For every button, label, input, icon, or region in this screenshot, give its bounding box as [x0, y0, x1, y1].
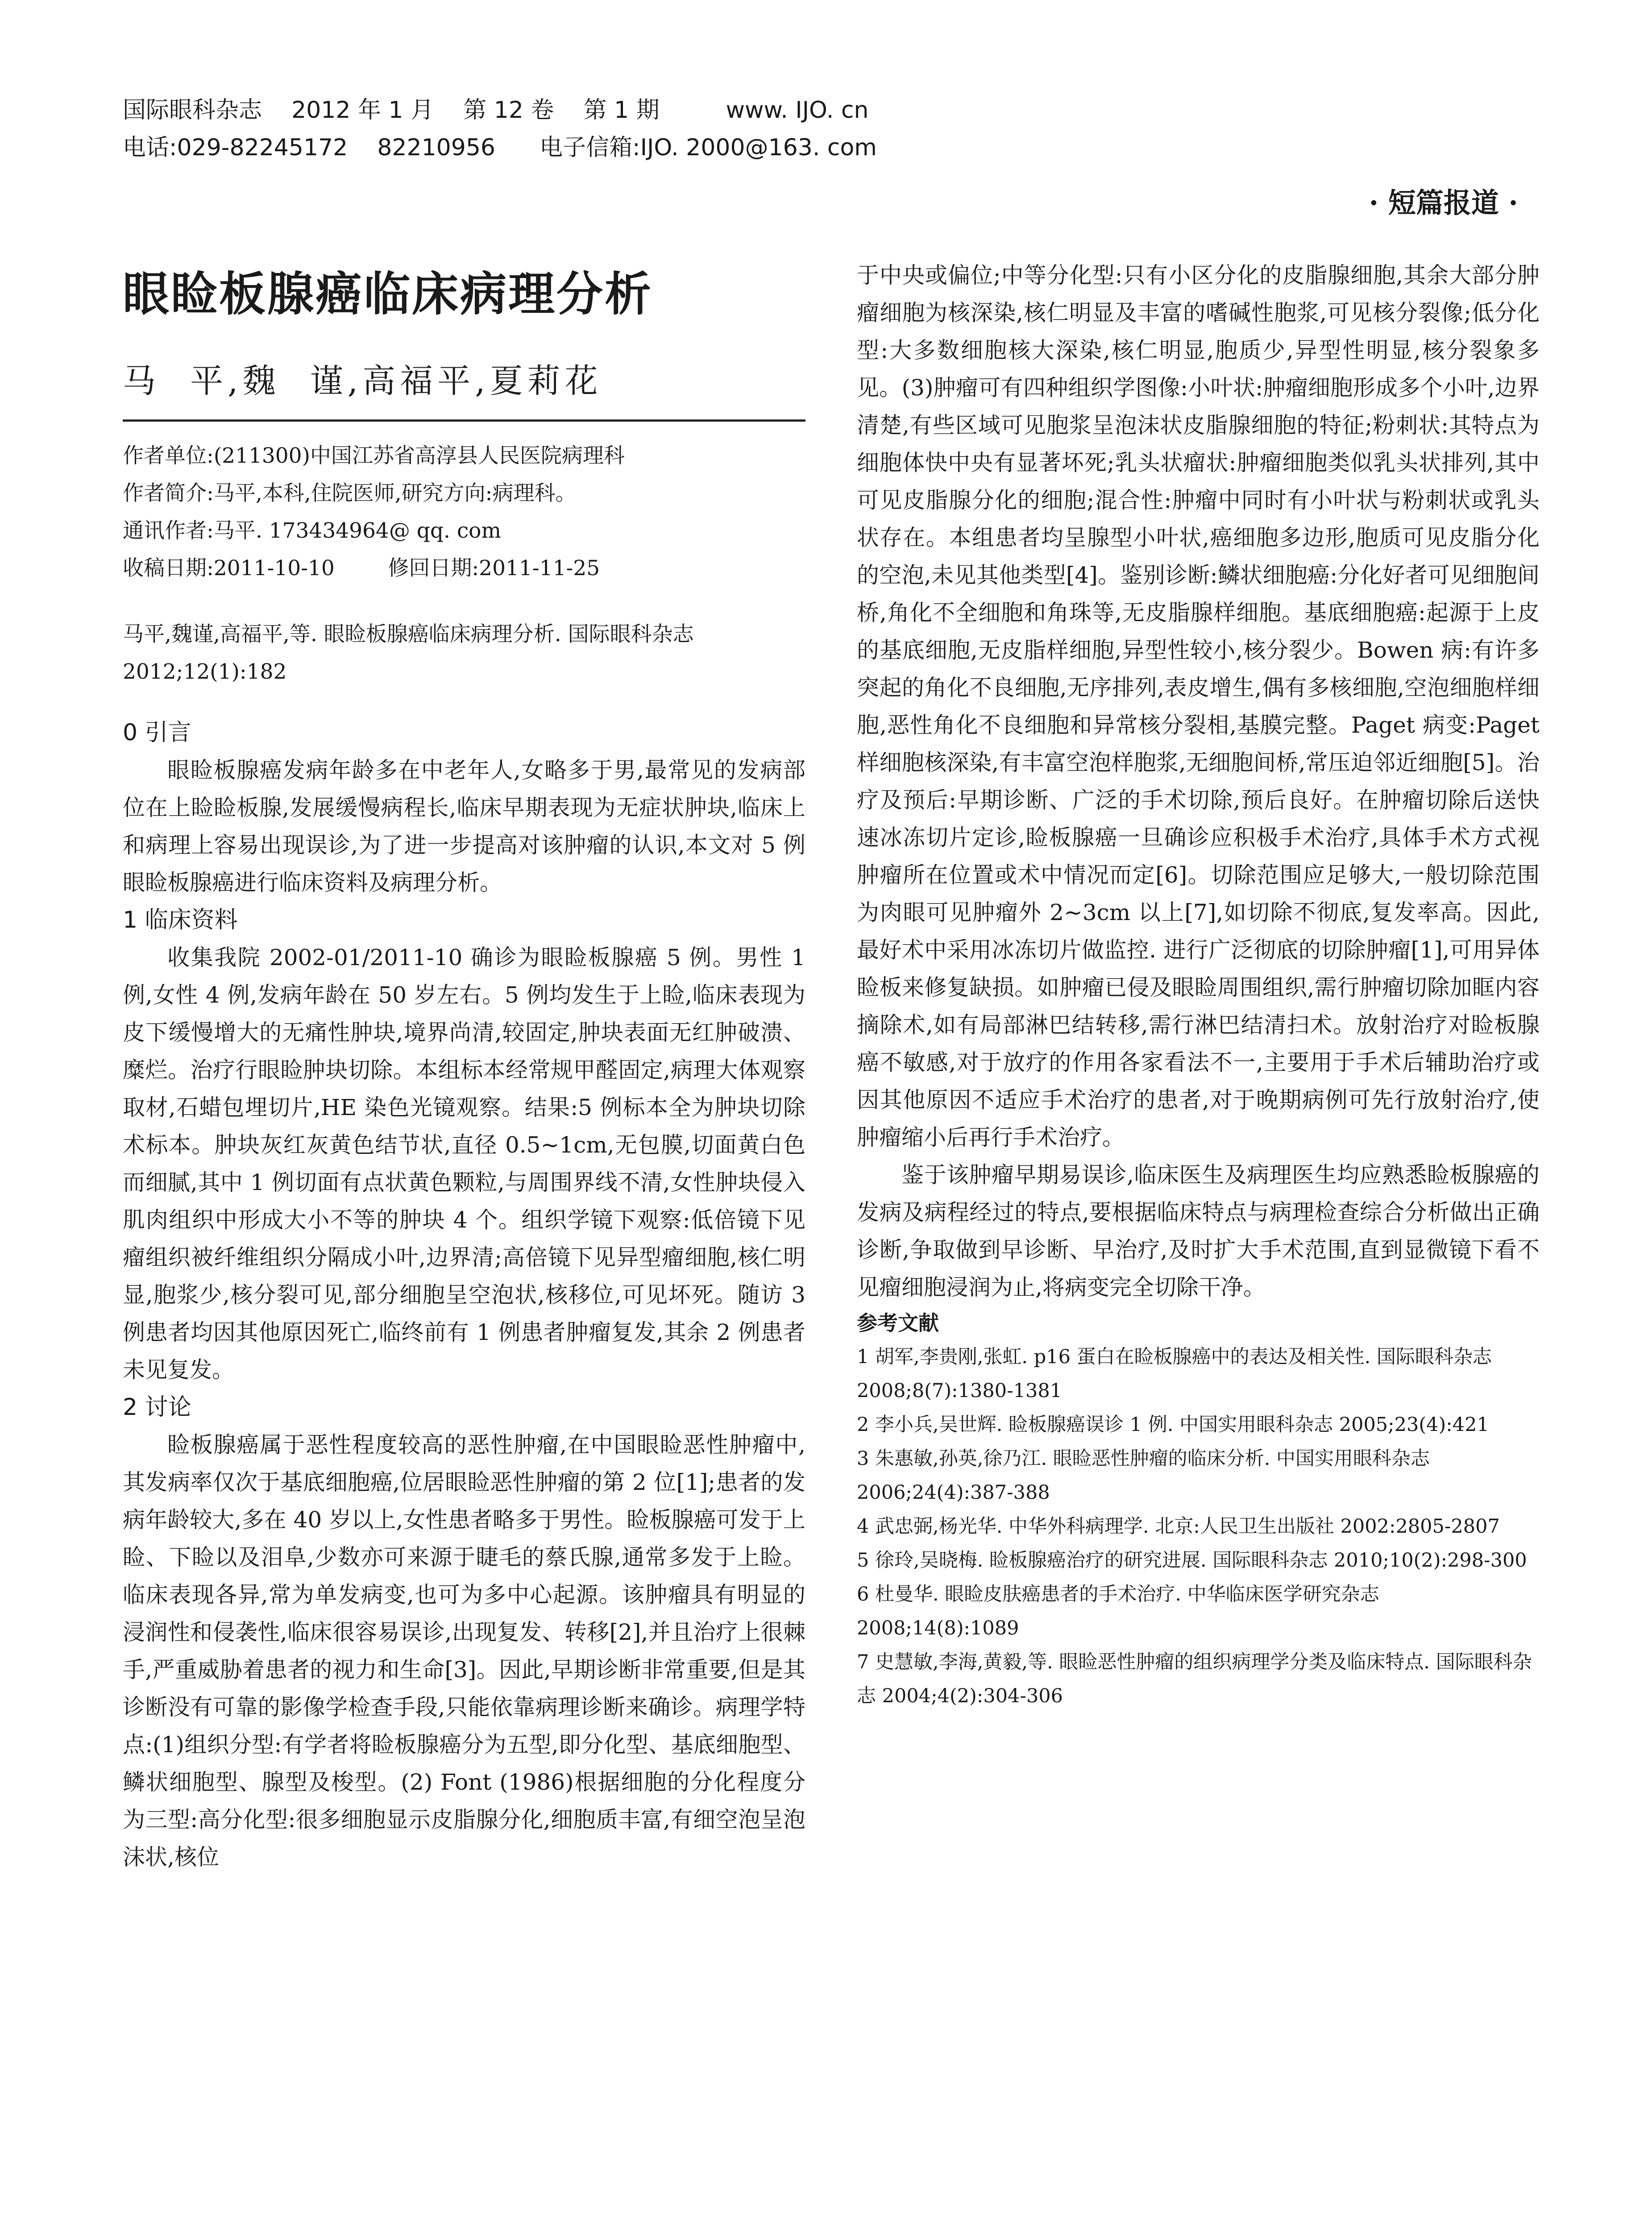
paragraph-clinical: 收集我院 2002-01/2011-10 确诊为眼睑板腺癌 5 例。男性 1 例,女性 4 例,发病年龄在 50 岁左右。5 例均发生于上睑,临床表现为皮下缓慢增大的无痛性肿块,境界尚清,较固定,肿块表面无红肿破溃、糜烂。治疗行眼睑肿块切除。本组标本经常规甲醛固定,病理大体观察取材,石蜡包埋切片,HE 染色光镜观察。结果:5 例标本全为肿块切除术标本。肿块灰红灰黄色结节状,直径 0.5~1cm,无包膜,切面黄白色而细腻,其中 1 例切面有点状黄色颗粒,与周围界线不清,女性肿块侵入肌肉组织中形成大小不等的肿块 4 个。组织学镜下观察:低倍镜下见瘤组织被纤维组织分隔成小叶,边界清;高倍镜下见异型瘤细胞,核仁明显,胞浆少,核分裂可见,部分细胞呈空泡状,核移位,可见坏死。随访 3 例患者均因其他原因死亡,临终前有 1 例患者肿瘤复发,其余 2 例患者未见复发。 [123, 945, 805, 1383]
meta-dates: 收稿日期:2011-10-10 修回日期:2011-11-25 [123, 556, 600, 581]
reference-item: 7 史慧敏,李海,黄毅,等. 眼睑恶性肿瘤的组织病理学分类及临床特点. 国际眼科杂志 2004;4(2):304-306 [857, 1651, 1532, 1707]
paragraph-discussion: 睑板腺癌属于恶性程度较高的恶性肿瘤,在中国眼睑恶性肿瘤中,其发病率仅次于基底细胞癌,位居眼睑恶性肿瘤的第 2 位[1];患者的发病年龄较大,多在 40 岁以上,女性患者略多于男性。睑板腺癌可发于上睑、下睑以及泪阜,少数亦可来源于睫毛的蔡氏腺,通常多发于上睑。临床表现各异,常为单发病变,也可为多中心起源。该肿瘤具有明显的浸润性和侵袭性,临床很容易误诊,出现复发、转移[2],并且治疗上很棘手,严重威胁着患者的视力和生命[3]。因此,早期诊断非常重要,但是其诊断没有可靠的影像学检查手段,只能依靠病理诊断来确诊。病理学特点:(1)组织分型:有学者将睑板腺癌分为五型,即分化型、基底细胞型、鳞状细胞型、腺型及梭型。(2) Font (1986)根据细胞的分化程度分为三型:高分化型:很多细胞显示皮脂腺分化,细胞质丰富,有细空泡呈泡沫状,核位 [123, 1432, 805, 1870]
paragraph-conclusion: 鉴于该肿瘤早期易误诊,临床医生及病理医生均应熟悉睑板腺癌的发病及病程经过的特点,要根据临床特点与病理检查综合分析做出正确诊断,争取做到早诊断、早治疗,及时扩大手术范围,直到显微镜下看不见瘤细胞浸润为止,将病变完全切除干净。 [857, 1162, 1540, 1300]
body-column-left [123, 714, 805, 1876]
reference-item: 1 胡军,李贵刚,张虹. p16 蛋白在睑板腺癌中的表达及相关性. 国际眼科杂志 2008;8(7):1380-1381 [857, 1346, 1492, 1402]
meta-corresponding-author: 通讯作者:马平. 173434964@ qq. com [123, 518, 502, 543]
section-heading-discussion: 2 讨论 [123, 1394, 191, 1421]
reference-item: 3 朱惠敏,孙英,徐乃江. 眼睑恶性肿瘤的临床分析. 中国实用眼科杂志 2006;24(4):387-388 [857, 1447, 1430, 1504]
reference-item: 2 李小兵,吴世辉. 睑板腺癌误诊 1 例. 中国实用眼科杂志 2005;23(4):421 [857, 1414, 1489, 1436]
section-heading-clinical: 1 临床资料 [123, 907, 238, 933]
reference-item: 6 杜曼华. 眼睑皮肤癌患者的手术治疗. 中华临床医学研究杂志 2008;14(8):1089 [857, 1583, 1379, 1639]
author-meta [123, 437, 805, 587]
references-heading: 参考文献 [857, 1311, 939, 1335]
journal-header-line-2: 电话:029-82245172 82210956 电子信箱:IJO. 2000@163. com [123, 134, 877, 161]
meta-affiliation: 作者单位:(211300)中国江苏省高淳县人民医院病理科 [123, 444, 625, 468]
section-heading-intro: 0 引言 [123, 719, 191, 746]
title-divider [123, 419, 805, 422]
paragraph-discussion-continued: 于中央或偏位;中等分化型:只有小区分化的皮脂腺细胞,其余大部分肿瘤细胞为核深染,核仁明显及丰富的嗜碱性胞浆,可见核分裂像;低分化型:大多数细胞核大深染,核仁明显,胞质少,异型性明显,核分裂象多见。(3)肿瘤可有四种组织学图像:小叶状:肿瘤细胞形成多个小叶,边界清楚,有些区域可见胞浆呈泡沫状皮脂腺细胞的特征;粉刺状:其特点为细胞体快中央有显著坏死;乳头状瘤状:肿瘤细胞类似乳头状排列,其中可见皮脂腺分化的细胞;混合性:肿瘤中同时有小叶状与粉刺状或乳头状存在。本组患者均呈腺型小叶状,癌细胞多边形,胞质可见皮脂分化的空泡,未见其他类型[4]。鉴别诊断:鳞状细胞癌:分化好者可见细胞间桥,角化不全细胞和角珠等,无皮脂腺样细胞。基底细胞癌:起源于上皮的基底细胞,无皮脂样细胞,异型性较小,核分裂少。Bowen 病:有许多突起的角化不良细胞,无序排列,表皮增生,偶有多核细胞,空泡细胞样细胞,恶性角化不良细胞和异常核分裂相,基膜完整。Paget 病变:Paget 样细胞核深染,有丰富空泡样胞浆,无细胞间桥,常压迫邻近细胞[5]。治疗及预后:早期诊断、广泛的手术切除,预后良好。在肿瘤切除后送快速冰冻切片定诊,睑板腺癌一旦确诊应积极手术治疗,具体手术方式视肿瘤所在位置或术中情况而定[6]。切除范围应足够大,一般切除范围为肉眼可见肿瘤外 2~3cm 以上[7],如切除不彻底,复发率高。因此,最好术中采用冰冻切片做监控. 进行广泛彻底的切除肿瘤[1],可用异体睑板来修复缺损。如肿瘤已侵及眼睑周围组织,需行肿瘤切除加眶内容摘除术,如有局部淋巴结转移,需行淋巴结清扫术。放射治疗对睑板腺癌不敏感,对于放疗的作用各家看法不一,主要用于手术后辅助治疗或因其他原因不适应手术治疗的患者,对于晚期病例可先行放射治疗,使肿瘤缩小后再行手术治疗。 [857, 262, 1540, 1150]
body-column-right [857, 257, 1540, 1713]
meta-author-bio: 作者简介:马平,本科,住院医师,研究方向:病理科。 [123, 481, 577, 506]
journal-header-line-1: 国际眼科杂志 2012 年 1 月 第 12 卷 第 1 期 www. IJO. cn [123, 97, 869, 124]
journal-header [123, 91, 1015, 166]
article-title: 眼睑板腺癌临床病理分析 [123, 267, 653, 321]
section-tag: · 短篇报道 · [1369, 187, 1518, 219]
reference-item: 5 徐玲,吴晓梅. 睑板腺癌治疗的研究进展. 国际眼科杂志 2010;10(2):298-300 [857, 1549, 1527, 1572]
reference-item: 4 武忠弼,杨光华. 中华外科病理学. 北京:人民卫生出版社 2002:2805-2807 [857, 1515, 1500, 1538]
article-authors: 马 平,魏 谨,高福平,夏莉花 [123, 362, 602, 400]
citation: 马平,魏谨,高福平,等. 眼睑板腺癌临床病理分析. 国际眼科杂志 2012;12(1):182 [123, 622, 694, 684]
paragraph-intro: 眼睑板腺癌发病年龄多在中老年人,女略多于男,最常见的发病部位在上睑睑板腺,发展缓慢病程长,临床早期表现为无症状肿块,临床上和病理上容易出现误诊,为了进一步提高对该肿瘤的认识,本文对 5 例眼睑板腺癌进行临床资料及病理分析。 [123, 757, 805, 896]
